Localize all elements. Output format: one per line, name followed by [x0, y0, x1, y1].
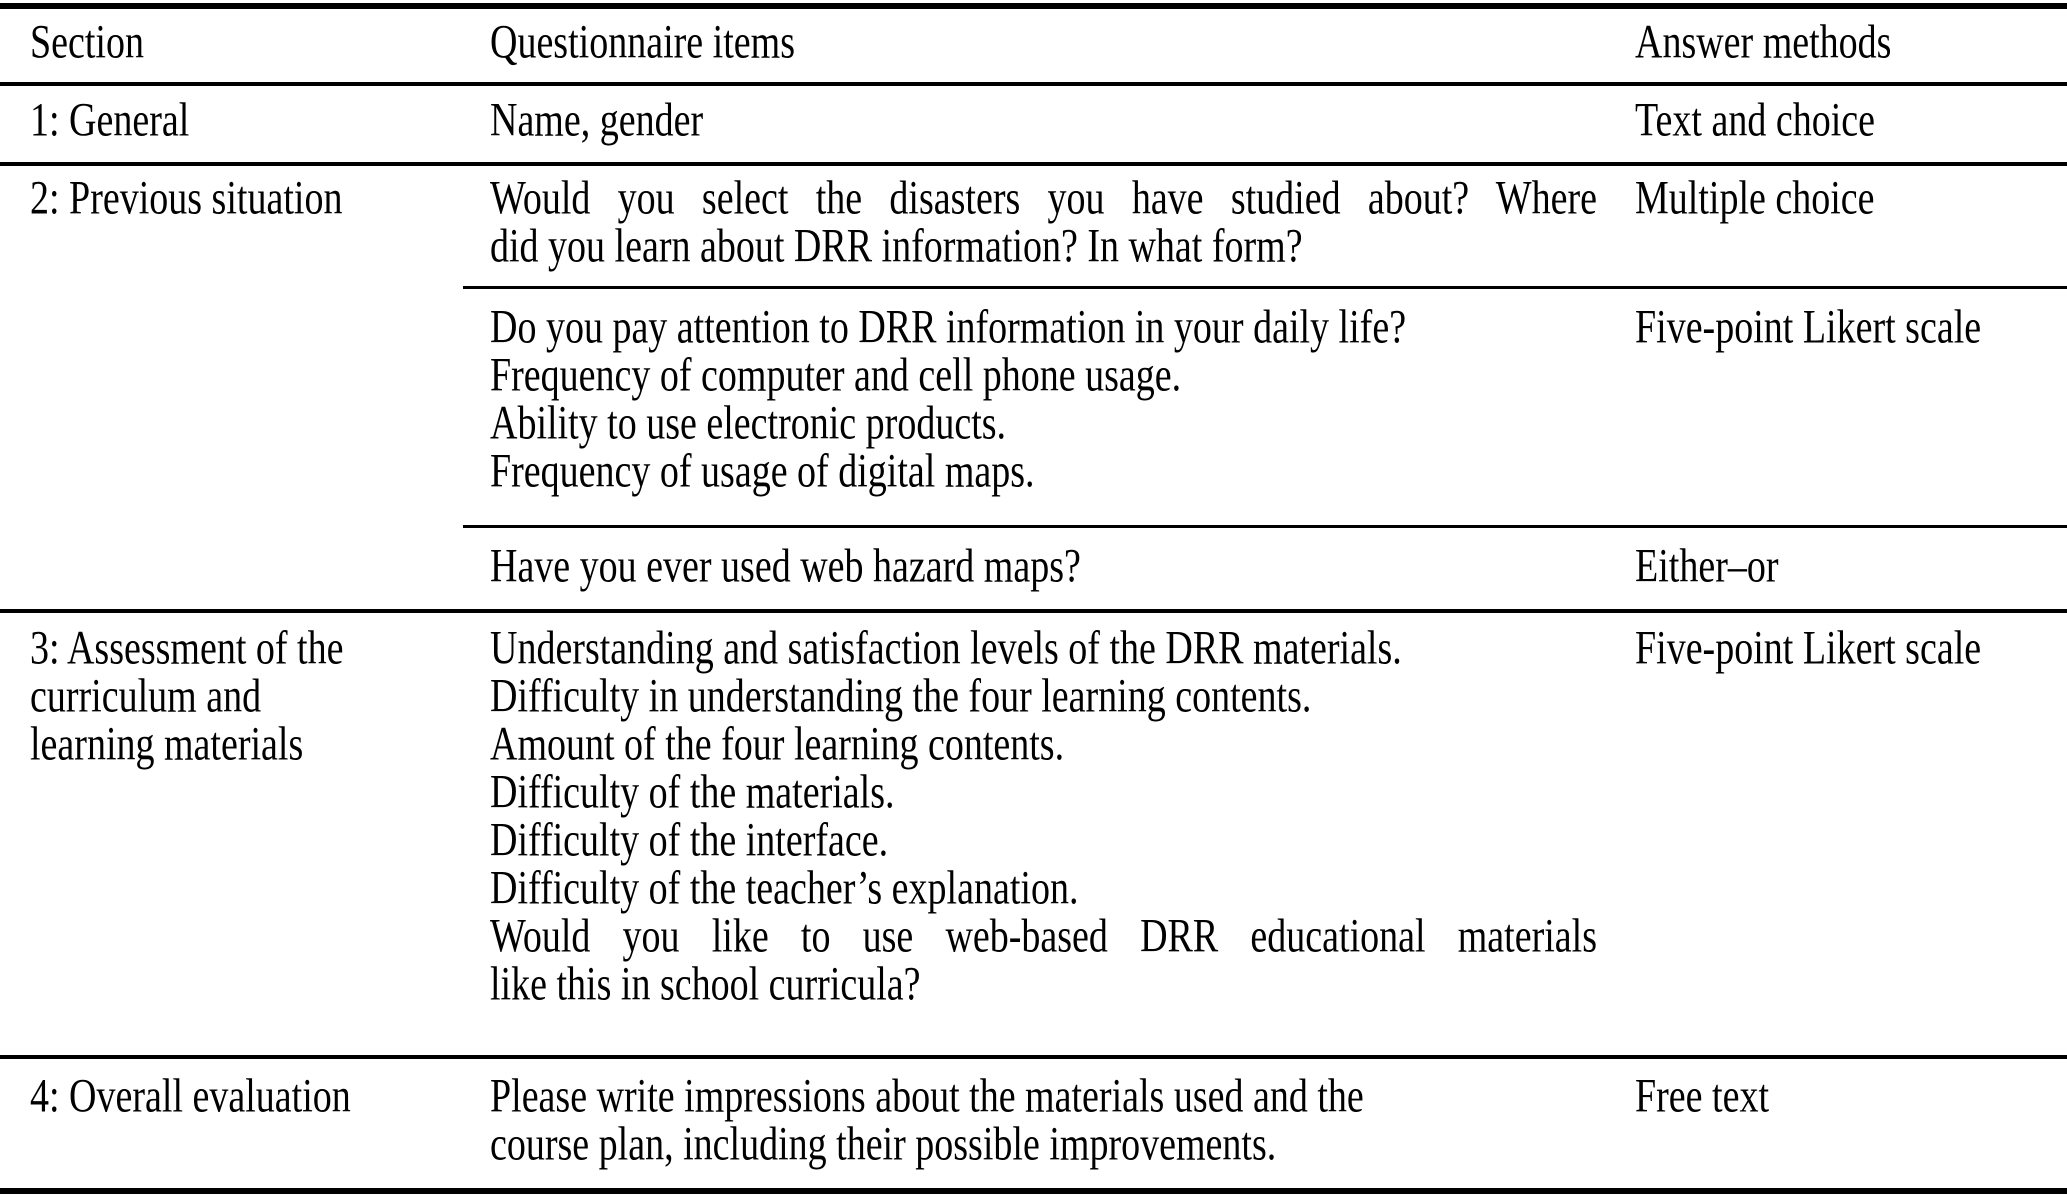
row-previous-section — [0, 164, 463, 611]
item-line: Do you pay attention to DRR information in your daily life? — [490, 300, 1407, 354]
section-label-line: learning materials — [30, 717, 304, 771]
item-line: Difficulty of the materials. — [490, 765, 895, 819]
row-previous-sub1-items — [463, 164, 1605, 287]
row-previous-sub2-items — [463, 287, 1605, 526]
section-label: 2: Previous situation — [30, 171, 343, 225]
item-line: Difficulty of the interface. — [490, 813, 889, 867]
section-label-line: 3: Assessment of the — [30, 621, 344, 675]
row-general-answer — [1605, 84, 2067, 164]
item-line: course plan, including their possible improvements. — [490, 1117, 1277, 1171]
item-line: Difficulty of the teacher’s explanation. — [490, 861, 1079, 915]
row-overall — [0, 1057, 2067, 1191]
item-line: Frequency of usage of digital maps. — [490, 444, 1035, 498]
section-label: 4: Overall evaluation — [30, 1069, 351, 1123]
item-line: Understanding and satisfaction levels of the DRR materials. — [490, 621, 1402, 675]
header-questionnaire-items — [463, 6, 1605, 84]
header-row — [0, 6, 2067, 84]
section-label: 1: General — [30, 93, 190, 147]
answer-label: Five-point Likert scale — [1635, 300, 1982, 354]
questionnaire-table — [0, 3, 2067, 1194]
item-line: Please write impressions about the materials used and the — [490, 1069, 1364, 1123]
row-previous-sub1 — [0, 164, 2067, 287]
row-overall-section — [0, 1057, 463, 1191]
item-line: did you learn about DRR information? In what form? — [490, 219, 1303, 273]
item-line: Would you select the disasters you have studied about? Where — [490, 171, 1597, 225]
row-previous-sub1-answer — [1605, 164, 2067, 287]
item-line: Name, gender — [490, 93, 704, 147]
item-line: Ability to use electronic products. — [490, 396, 1007, 450]
row-assessment-items — [463, 611, 1605, 1057]
row-assessment — [0, 611, 2067, 1057]
item-line: Amount of the four learning contents. — [490, 717, 1065, 771]
answer-label: Five-point Likert scale — [1635, 621, 1982, 675]
row-previous-sub3-answer — [1605, 526, 2067, 611]
item-line: Frequency of computer and cell phone usage. — [490, 348, 1182, 402]
section-label-line: curriculum and — [30, 669, 262, 723]
row-general-section — [0, 84, 463, 164]
header-answers-label: Answer methods — [1635, 15, 1892, 69]
row-general — [0, 84, 2067, 164]
row-overall-items — [463, 1057, 1605, 1191]
row-overall-answer — [1605, 1057, 2067, 1191]
item-line: like this in school curricula? — [490, 957, 921, 1011]
row-general-items — [463, 84, 1605, 164]
item-line: Have you ever used web hazard maps? — [490, 539, 1081, 593]
answer-label: Multiple choice — [1635, 171, 1875, 225]
header-section — [0, 6, 463, 84]
row-assessment-section — [0, 611, 463, 1057]
answer-label: Free text — [1635, 1069, 1770, 1123]
header-section-label: Section — [30, 15, 144, 69]
item-line: Would you like to use web-based DRR educational materials — [490, 909, 1597, 963]
answer-label: Either–or — [1635, 539, 1779, 593]
header-items-label: Questionnaire items — [490, 15, 795, 69]
row-previous-sub2-answer — [1605, 287, 2067, 526]
header-answer-methods — [1605, 6, 2067, 84]
row-assessment-answer — [1605, 611, 2067, 1057]
item-line: Difficulty in understanding the four learning contents. — [490, 669, 1312, 723]
answer-label: Text and choice — [1635, 93, 1876, 147]
row-previous-sub3-items — [463, 526, 1605, 611]
